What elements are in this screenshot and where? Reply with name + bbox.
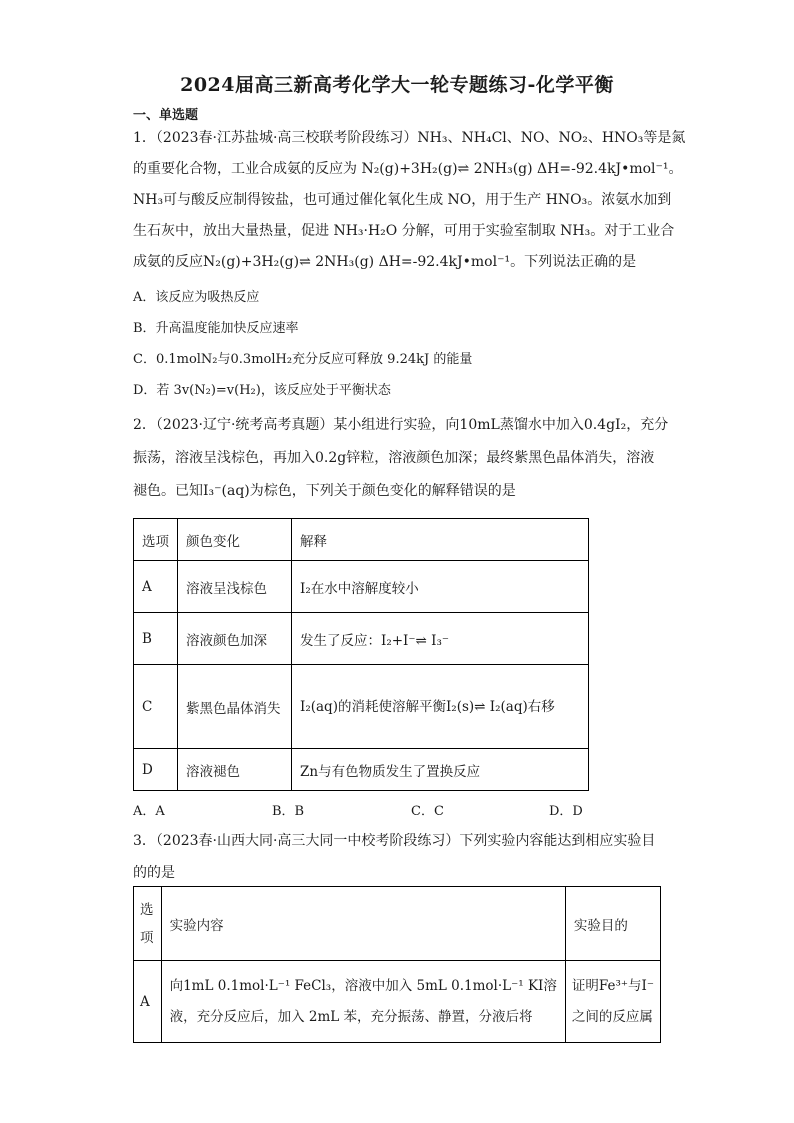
section-heading: 一、单选题: [133, 108, 199, 123]
table-cell: I₂(aq)的消耗使溶解平衡I₂(s)⇌ I₂(aq)右移: [292, 665, 589, 749]
q1-line: 生石灰中，放出大量热量，促进 NH₃·H₂O 分解，可用于实验室制取 NH₃。对于工业合: [133, 223, 675, 239]
table-header-cell: 实验内容: [161, 887, 565, 961]
q3-line: 3．（2023春·山西大同·高三大同一中校考阶段练习）下列实验内容能达到相应实验目: [133, 833, 656, 849]
q2-line: 2．（2023·辽宁·统考高考真题）某小组进行实验，向10mL蒸馏水中加入0.4gI₂，充分: [133, 417, 669, 433]
q1-option-a: A．该反应为吸热反应: [133, 290, 260, 305]
table-header-cell: 颜色变化: [178, 519, 292, 561]
table-cell: 溶液颜色加深: [178, 613, 292, 665]
question-1-stem: [133, 123, 686, 278]
table-header-cell: 选项: [134, 887, 162, 961]
table-cell: C: [134, 665, 178, 749]
q1-line: 的重要化合物，工业合成氨的反应为 N₂(g)+3H₂(g)⇌ 2NH₃(g) ΔH=-92.4kJ•mol⁻¹。: [133, 161, 683, 177]
q2-answer-c: C．C: [411, 804, 444, 819]
table-cell: [565, 961, 660, 1043]
question-2-stem: [133, 409, 669, 508]
table-row: [134, 961, 661, 1043]
q2-line: 褪色。已知I₃⁻(aq)为棕色，下列关于颜色变化的解释错误的是: [133, 483, 516, 499]
table-cell: 发生了反应：I₂+I⁻⇌ I₃⁻: [292, 613, 589, 665]
table-header-cell: 实验目的: [565, 887, 660, 961]
table-row: [134, 561, 589, 613]
q1-line: NH₃可与酸反应制得铵盐，也可通过催化氧化生成 NO，用于生产 HNO₃。浓氨水加到: [133, 192, 672, 208]
cell-line: 证明Fe³⁺与I⁻: [571, 977, 654, 994]
table-row: [134, 749, 589, 791]
q2-answer-d: D．D: [549, 804, 583, 819]
table-cell: 紫黑色晶体消失: [178, 665, 292, 749]
question-3-stem: [133, 825, 663, 889]
q1-option-c: C．0.1molN₂与0.3molH₂充分反应可释放 9.24kJ 的能量: [133, 352, 473, 367]
table-cell: A: [134, 961, 162, 1043]
table-row: [134, 613, 589, 665]
table-cell: D: [134, 749, 178, 791]
q3-table: [133, 886, 661, 1043]
table-cell: 溶液褪色: [178, 749, 292, 791]
cell-line: 向1mL 0.1mol·L⁻¹ FeCl₃，溶液中加入 5mL 0.1mol·L⁻¹ KI溶: [169, 977, 557, 994]
q2-answer-b: B．B: [272, 804, 305, 819]
cell-line: 之间的反应属: [571, 1008, 653, 1025]
table-header-row: [134, 887, 661, 961]
table-cell: B: [134, 613, 178, 665]
table-cell: Zn与有色物质发生了置换反应: [292, 749, 589, 791]
cell-line: 液，充分反应后，加入 2mL 苯，充分振荡、静置，分液后将: [169, 1008, 533, 1025]
table-header-row: [134, 519, 589, 561]
q3-line: 的的是: [133, 865, 175, 881]
q2-table: [133, 518, 589, 791]
table-cell: I₂在水中溶解度较小: [292, 561, 589, 613]
q1-line: 1．（2023春·江苏盐城·高三校联考阶段练习）NH₃、NH₄Cl、NO、NO₂、HNO₃等是氮: [133, 130, 686, 146]
q2-answer-a: A．A: [133, 804, 165, 819]
table-cell: A: [134, 561, 178, 613]
q1-line: 成氨的反应N₂(g)+3H₂(g)⇌ 2NH₃(g) ΔH=-92.4kJ•mol⁻¹。下列说法正确的是: [133, 254, 637, 270]
table-header-cell: 选项: [134, 519, 178, 561]
table-cell: 溶液呈浅棕色: [178, 561, 292, 613]
page-title: 2024届高三新高考化学大一轮专题练习-化学平衡: [180, 74, 614, 96]
table-header-cell: 解释: [292, 519, 589, 561]
table-cell: [161, 961, 565, 1043]
table-row: [134, 665, 589, 749]
q1-option-d: D．若 3v(N₂)=v(H₂)，该反应处于平衡状态: [133, 383, 391, 398]
q1-option-b: B．升高温度能加快反应速率: [133, 321, 299, 336]
q2-line: 振荡，溶液呈浅棕色，再加入0.2g锌粒，溶液颜色加深；最终紫黑色晶体消失，溶液: [133, 450, 655, 466]
